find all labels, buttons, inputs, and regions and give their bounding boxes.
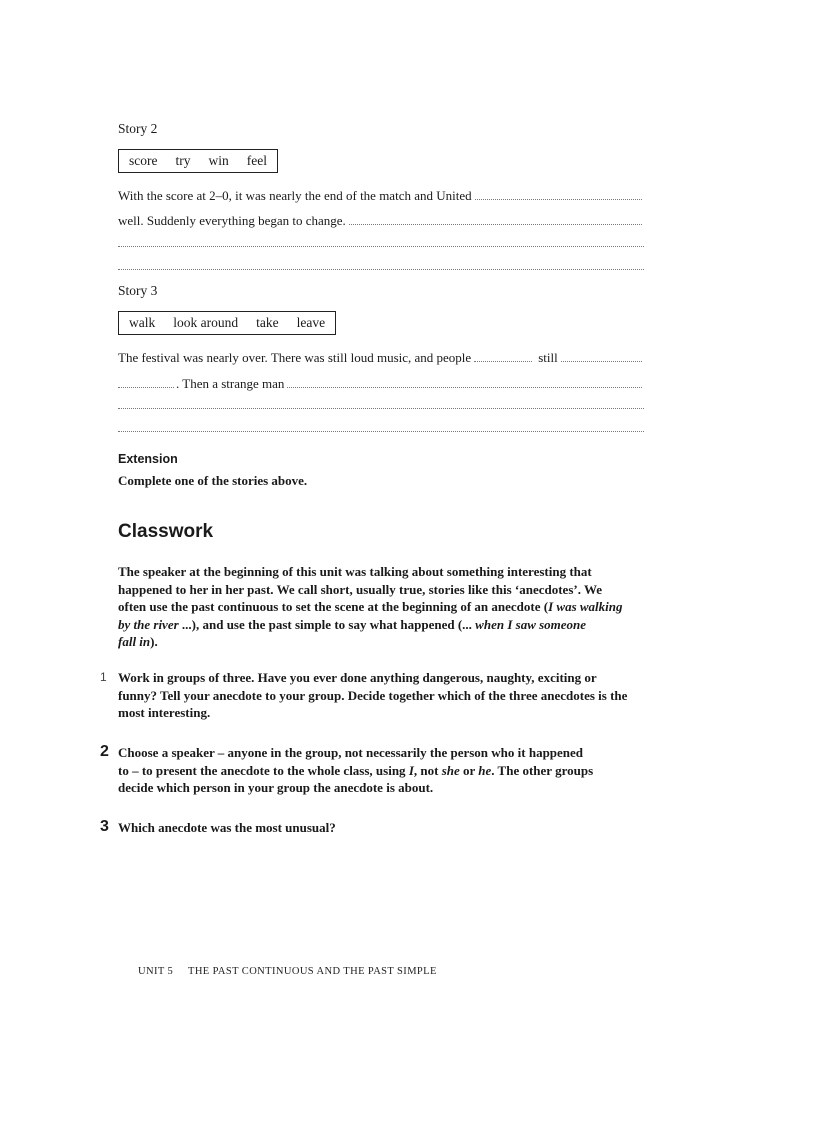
intro-line: The speaker at the beginning of this unit was talking about something interesting that [118, 564, 592, 579]
page-footer [138, 966, 437, 977]
story-2-line-1-text: With the score at 2–0, it was nearly the end of the match and United [118, 188, 472, 203]
answer-blank[interactable] [118, 387, 174, 388]
task-line: Choose a speaker – anyone in the group, not necessarily the person who it happened [118, 745, 584, 760]
story-3-line-2-text: . Then a strange man [176, 376, 285, 391]
word-box-item: win [208, 153, 229, 168]
task-text: , not [413, 762, 442, 778]
task-example: I [408, 762, 414, 778]
answer-blank-line[interactable] [118, 431, 644, 432]
task-text: or [459, 762, 479, 778]
task-example: he [478, 762, 492, 778]
answer-blank-line[interactable] [118, 269, 644, 270]
story-2-word-box [118, 149, 278, 173]
intro-example: by the river [118, 616, 179, 632]
intro-line [118, 598, 648, 616]
intro-line [118, 616, 648, 634]
word-box-item: walk [129, 315, 156, 330]
story-2-line-2 [118, 213, 644, 231]
story-2-line-2-text: well. Suddenly everything began to change. [118, 213, 346, 228]
extension-heading: Extension [118, 452, 178, 466]
intro-example: when I saw someone [475, 616, 587, 632]
word-box-item: look around [173, 315, 239, 330]
story-2-title: Story 2 [118, 121, 158, 136]
story-3-line-1-text-a: The festival was nearly over. There was still loud music, and people [118, 350, 472, 365]
answer-blank[interactable] [349, 224, 642, 225]
task-number: 2 [100, 743, 109, 760]
answer-blank[interactable] [475, 199, 642, 200]
intro-line [118, 633, 648, 651]
answer-blank-line[interactable] [118, 246, 644, 247]
task-number: 3 [100, 818, 109, 835]
task-line: Work in groups of three. Have you ever done anything dangerous, naughty, exciting or [118, 670, 597, 685]
intro-text: ...), and use the past simple to say what happened (... [178, 616, 476, 632]
task-example: she [441, 762, 460, 778]
task-line [118, 762, 648, 780]
intro-text: often use the past continuous to set the scene at the beginning of an anecdote ( [118, 599, 549, 614]
word-box-item: feel [246, 153, 267, 168]
answer-blank[interactable] [474, 361, 532, 362]
intro-example: I was walking [548, 599, 623, 614]
intro-example: fall in [118, 634, 151, 649]
word-box-item: take [256, 315, 279, 330]
answer-blank[interactable] [287, 387, 642, 388]
word-box-item: score [129, 153, 158, 168]
story-3-line-2 [118, 376, 644, 394]
classwork-title: Classwork [118, 521, 214, 542]
footer-title: THE PAST CONTINUOUS AND THE PAST SIMPLE [188, 966, 437, 977]
task-line: Which anecdote was the most unusual? [118, 820, 336, 835]
task-1-text [118, 669, 648, 722]
footer-unit: UNIT 5 [138, 966, 174, 977]
word-box-item: leave [296, 315, 326, 330]
story-3-word-box [118, 311, 336, 335]
story-3-line-1-text-b: still [538, 350, 558, 365]
answer-blank[interactable] [561, 361, 642, 362]
story-3-line-1 [118, 350, 644, 368]
story-3-title: Story 3 [118, 283, 158, 298]
task-line: decide which person in your group the anecdote is about. [118, 780, 434, 795]
task-2-text [118, 744, 648, 797]
task-line: most interesting. [118, 705, 211, 720]
story-2-line-1 [118, 188, 644, 206]
word-box-item: try [175, 153, 191, 168]
intro-text: ). [150, 634, 158, 649]
task-3-text [118, 819, 648, 837]
task-number: 1 [100, 670, 107, 684]
extension-text: Complete one of the stories above. [118, 473, 308, 488]
answer-blank-line[interactable] [118, 408, 644, 409]
classwork-intro [118, 563, 648, 651]
task-text: . The other groups [491, 762, 594, 778]
task-line: funny? Tell your anecdote to your group. Decide together which of the three anecdotes is the [118, 687, 628, 703]
task-text: to – to present the anecdote to the whole class, using [118, 762, 409, 778]
intro-line: happened to her in her past. We call short, usually true, stories like this ‘anecdotes’. We [118, 581, 603, 597]
